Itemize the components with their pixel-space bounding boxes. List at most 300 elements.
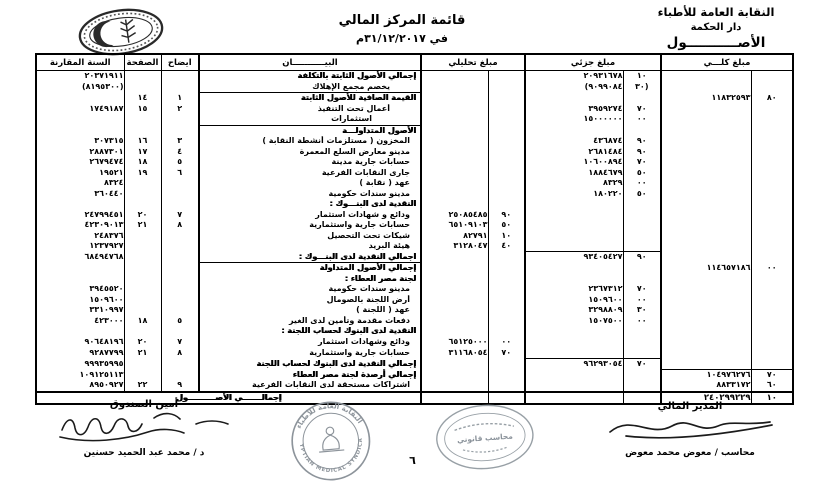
cell-pg xyxy=(124,199,161,210)
organization-subtitle: دار الحكمة xyxy=(690,22,742,33)
cell-td xyxy=(488,358,525,369)
cell-nt xyxy=(161,274,199,285)
cell-t: ٣١٢٨٠٤٧ xyxy=(421,241,488,252)
cell-cmp xyxy=(36,199,124,210)
cell-j xyxy=(525,210,623,221)
cell-t xyxy=(421,274,488,285)
cell-jd: ٩٠ xyxy=(623,147,661,158)
cell-k xyxy=(661,104,751,115)
cell-pg xyxy=(124,358,161,369)
cell-t: ٦٥١٠٩١٠٣ xyxy=(421,220,488,231)
document-title-block xyxy=(293,13,511,45)
row-description: هيئة البريد xyxy=(199,241,421,252)
cell-pg: ٢١ xyxy=(124,347,161,358)
cell-cmp xyxy=(36,326,124,337)
col-header-comparative-year: السنة المقارنة xyxy=(36,54,124,71)
cell-kd: ٨٠ xyxy=(766,92,777,102)
cell-cmp: ٢٠٣٧١٩١١ xyxy=(36,71,124,82)
cell-k xyxy=(661,125,751,136)
table-row xyxy=(36,82,793,93)
cell-kd xyxy=(751,337,793,348)
cell-cmp xyxy=(36,263,124,274)
row-description: المخزون ( مستلزمات أنشطة النقابة ) xyxy=(199,136,421,147)
cell-j xyxy=(525,337,623,348)
cell-t xyxy=(421,125,488,136)
cell-td xyxy=(488,71,525,82)
cell-kd xyxy=(751,114,793,125)
row-description: اجمالي النقدية لدى البنـــوك : xyxy=(199,252,421,263)
cell-td xyxy=(488,168,525,179)
cell-jd: ٠٠ xyxy=(623,295,661,306)
cell-nt: ٥ xyxy=(161,316,199,327)
col-header-description: البيـــــــــــان xyxy=(199,54,421,71)
cell-pg xyxy=(124,252,161,263)
treasurer-title: أمين الصندوق xyxy=(109,399,179,410)
cell-cmp: ٣٦٠٤٤٠ xyxy=(36,189,124,200)
cell-kd xyxy=(751,326,793,337)
cell-nt: ٣ xyxy=(161,136,199,147)
cell-j xyxy=(525,369,623,380)
cell-nt: ٢ xyxy=(161,104,199,115)
cell-kd xyxy=(751,274,793,285)
cell-jd xyxy=(623,125,661,136)
cell-kd xyxy=(751,252,793,263)
round-stamp-icon xyxy=(278,395,383,487)
cell-pg xyxy=(124,189,161,200)
row-description: حسابات جارية واستثمارية xyxy=(199,347,421,358)
stamp-arabic-text: النقابة العامة للأطباء xyxy=(293,401,365,430)
cell-td xyxy=(488,199,525,210)
cell-nt xyxy=(161,125,199,136)
cell-pg: ١٧ xyxy=(124,147,161,158)
cell-nt: ٨ xyxy=(161,220,199,231)
cell-td: ٥٠ xyxy=(488,220,525,231)
table-row xyxy=(36,284,793,295)
cell-pg xyxy=(124,305,161,316)
cell-td xyxy=(488,326,525,337)
row-description: ودائع وشهادات استثمار xyxy=(199,337,421,348)
cell-cmp: ٩٩٩٣٥٩٩٥ xyxy=(36,358,124,369)
cell-td xyxy=(488,189,525,200)
financial-director-title: المدير المالي xyxy=(657,401,723,412)
document-date: في ٣١/١٢/٢٠١٧م xyxy=(356,32,448,45)
treasurer-block xyxy=(50,399,238,458)
row-description: اشتراكات مستحقة لدى النقابات الفرعية xyxy=(199,380,421,392)
cell-j: ٤٣٦٨٧٤ xyxy=(525,136,623,147)
cell-kd xyxy=(751,347,793,358)
cell-cmp: ٣٣١٠٩٩٧ xyxy=(36,305,124,316)
row-description: عهد ( اللجنة ) xyxy=(199,305,421,316)
cell-j xyxy=(525,241,623,252)
table-row xyxy=(36,252,793,263)
row-description: إجمالي الأصول الثابتة بالتكلفة xyxy=(199,71,421,82)
table-row xyxy=(36,136,793,147)
cell-jd xyxy=(623,347,661,358)
cell-cmp: ١٧٤٩١٨٧ xyxy=(36,104,124,115)
cell-jd: ٥٠ xyxy=(623,189,661,200)
cell-pg xyxy=(124,284,161,295)
cell-pg xyxy=(124,178,161,189)
cell-jd: ٠٠ xyxy=(623,178,661,189)
cell-jd xyxy=(623,93,661,104)
cell-cmp xyxy=(36,125,124,136)
cell-j: ١٥٠٠٠٠٠٠ xyxy=(525,114,623,125)
cell-cmp: ٢٦٧٩٤٧٤ xyxy=(36,157,124,168)
cell-j: ١٨٠٢٢٠ xyxy=(525,189,623,200)
financial-director-signature xyxy=(604,412,776,444)
syndicate-seal-icon xyxy=(76,5,166,59)
cell-kd xyxy=(751,241,793,252)
row-description: النقدية لدى البنوك لحساب اللجنة : xyxy=(199,326,421,337)
cell-td xyxy=(488,305,525,316)
cell-pg xyxy=(124,326,161,337)
cell-pg: ١٨ xyxy=(124,157,161,168)
cell-td xyxy=(488,147,525,158)
cell-pg: ١٤ xyxy=(124,93,161,104)
cell-pg: ٢٠ xyxy=(124,337,161,348)
row-description: أرض اللجنة بالصومال xyxy=(199,295,421,306)
cell-nt: ٨ xyxy=(161,347,199,358)
cell-td xyxy=(488,316,525,327)
cell-k xyxy=(661,189,751,200)
cell-td xyxy=(488,93,525,104)
row-description: استثمارات xyxy=(199,114,421,125)
cell-t xyxy=(421,178,488,189)
row-description: دفعات مقدمة وتأمين لدى الغير xyxy=(199,316,421,327)
cell-j: ٢٦٨١٤٨٤ xyxy=(525,147,623,158)
col-header-note: ايضاح xyxy=(161,54,199,71)
cell-t xyxy=(421,284,488,295)
table-row xyxy=(36,93,793,104)
cell-j xyxy=(525,199,623,210)
cell-j: ٩٦٢٩٣٠٥٤ xyxy=(525,358,623,369)
cell-cmp: ٤٢٣٠٩٠١٣ xyxy=(36,220,124,231)
cell-cmp: ٣٩٤٥٥٢٠ xyxy=(36,284,124,295)
cell-nt xyxy=(161,231,199,242)
cell-j: ٣٢٩٨٨٠٩ xyxy=(525,305,623,316)
row-description: عهد ( نقابة ) xyxy=(199,178,421,189)
table-row xyxy=(36,274,793,285)
row-description: إجمالي الأصول المتداولة xyxy=(199,263,421,274)
cell-j xyxy=(525,125,623,136)
treasurer-signature xyxy=(54,410,234,444)
row-description: حسابات جارية مدينة xyxy=(199,157,421,168)
total-assets-label: إجمالـــــــي الأصــــــــــول xyxy=(36,392,421,405)
cell-j: ٣٩٥٩٢٧٤ xyxy=(525,104,623,115)
cell-k xyxy=(661,114,751,125)
table-row xyxy=(36,220,793,231)
cell-jd: ٠٠ xyxy=(623,316,661,327)
col-header-page: الصفحة xyxy=(124,54,161,71)
cell-td: ١٠ xyxy=(488,231,525,242)
cell-jd xyxy=(623,263,661,274)
cell-nt xyxy=(161,178,199,189)
row-description: أعمال تحت التنفيذ xyxy=(199,104,421,115)
table-row xyxy=(36,114,793,125)
cell-j xyxy=(525,263,623,274)
cell-kd: ٦٠ xyxy=(766,380,777,390)
cell-td xyxy=(488,295,525,306)
cell-pg: ١٩ xyxy=(124,168,161,179)
total-cell-kd: ١٠ xyxy=(751,392,793,405)
cell-j xyxy=(525,231,623,242)
cell-kd xyxy=(751,71,793,82)
cell-nt: ٦ xyxy=(161,168,199,179)
table-row xyxy=(36,380,793,392)
cell-nt xyxy=(161,326,199,337)
col-header-partial-amount: مبلغ جزئي xyxy=(525,54,661,71)
cell-pg xyxy=(124,274,161,285)
cell-pg: ٢٠ xyxy=(124,210,161,221)
cell-t: ٨٢٧٩١ xyxy=(421,231,488,242)
row-description: مدينو معارض السلع المعمرة xyxy=(199,147,421,158)
table-row xyxy=(36,347,793,358)
cell-j: ٢٣٦٧٣١٢ xyxy=(525,284,623,295)
assets-table xyxy=(35,53,794,405)
col-header-total-amount: مبلغ كلـــي xyxy=(661,54,793,71)
cell-j xyxy=(525,326,623,337)
cell-kd: ٧٠ xyxy=(751,369,793,380)
cell-kd xyxy=(751,295,793,306)
cell-jd xyxy=(623,274,661,285)
stamp-english-text: EGYPTIAN MEDICAL SYNDICATE xyxy=(282,398,364,475)
cell-kd xyxy=(751,210,793,221)
table-row xyxy=(36,178,793,189)
cell-k xyxy=(661,316,751,327)
cell-jd xyxy=(623,326,661,337)
cell-j: ١٠٦٠٠٨٩٤ xyxy=(525,157,623,168)
cell-j: ١٥٠٩٦٠٠ xyxy=(525,295,623,306)
cell-kd xyxy=(751,125,793,136)
assets-table-body xyxy=(36,71,793,405)
cell-pg: ١٥ xyxy=(124,104,161,115)
treasurer-name: د / محمد عبد الحميد حسنين xyxy=(83,448,205,458)
table-row xyxy=(36,231,793,242)
financial-director-name: محاسب / معوض محمد معوض xyxy=(625,448,755,458)
table-row xyxy=(36,147,793,158)
cell-cmp xyxy=(36,93,124,104)
cell-k: ٨٨٣٣١٧٢ xyxy=(661,380,751,392)
cell-j: ٩٣٤٠٥٤٢٧ xyxy=(525,252,623,263)
cell-jd xyxy=(623,380,661,392)
cell-pg xyxy=(124,241,161,252)
cell-cmp: ١٢٣٧٩٢٧ xyxy=(36,241,124,252)
cell-k xyxy=(661,326,751,337)
cell-kd xyxy=(751,168,793,179)
cell-nt xyxy=(161,241,199,252)
cell-j: (٩٠٩٩٠٨٤ xyxy=(525,82,623,93)
cell-k xyxy=(661,252,751,263)
cell-nt: ٧ xyxy=(161,337,199,348)
cell-j xyxy=(525,274,623,285)
row-description: جارى النقابات الفرعية xyxy=(199,168,421,179)
cell-nt xyxy=(161,71,199,82)
cell-jd: ٣٠ xyxy=(623,305,661,316)
row-description: القيمة الصافية للأصول الثابتة xyxy=(199,93,421,104)
table-row xyxy=(36,168,793,179)
cell-kd xyxy=(751,358,793,369)
cell-k xyxy=(661,147,751,158)
cell-jd: ٩٠ xyxy=(623,252,661,263)
cell-cmp: (٨١٩٥٣٠٠) xyxy=(36,82,124,93)
cell-cmp: ٨٩٥٠٩٢٧ xyxy=(36,380,124,392)
cell-cmp: ١٩٥٢١ xyxy=(36,168,124,179)
cell-jd xyxy=(623,337,661,348)
cell-t xyxy=(421,189,488,200)
cell-td xyxy=(488,125,525,136)
cell-pg xyxy=(124,82,161,93)
cell-k xyxy=(661,178,751,189)
cell-td xyxy=(488,252,525,263)
cell-nt: ٥ xyxy=(161,157,199,168)
cell-cmp: ٨٣٢٤ xyxy=(36,178,124,189)
organization-block xyxy=(633,5,799,33)
cell-pg xyxy=(124,71,161,82)
cell-jd: ١٠ xyxy=(623,71,661,82)
cell-kd xyxy=(751,178,793,189)
cell-jd: ٧٠ xyxy=(623,284,661,295)
financial-director-block xyxy=(599,401,781,458)
cell-kd xyxy=(751,284,793,295)
cell-t xyxy=(421,136,488,147)
cell-t: ٣١١٦٨٠٥٤ xyxy=(421,347,488,358)
cell-t xyxy=(421,168,488,179)
syndicate-round-stamp xyxy=(278,395,383,491)
cell-t xyxy=(421,147,488,158)
cell-t xyxy=(421,369,488,380)
cell-pg: ١٦ xyxy=(124,136,161,147)
cell-k xyxy=(661,168,751,179)
cell-jd: ٠٠ xyxy=(623,114,661,125)
cell-pg xyxy=(124,231,161,242)
cell-k: ١١٨٣٢٥٩٣ xyxy=(661,93,751,104)
section-title-assets: الأصـــــــــــول xyxy=(666,35,766,51)
row-description: ودائع و شهادات استثمار xyxy=(199,210,421,221)
cell-jd xyxy=(623,220,661,231)
cell-nt xyxy=(161,199,199,210)
cell-td xyxy=(488,114,525,125)
cell-nt: ٤ xyxy=(161,147,199,158)
cell-kd xyxy=(751,147,793,158)
cell-nt xyxy=(161,263,199,274)
cell-nt xyxy=(161,305,199,316)
cell-jd: ٥٠ xyxy=(623,168,661,179)
cell-t xyxy=(421,316,488,327)
cell-nt xyxy=(161,189,199,200)
table-row xyxy=(36,305,793,316)
cell-jd xyxy=(623,199,661,210)
cell-k xyxy=(661,199,751,210)
cell-pg: ١٨ xyxy=(124,316,161,327)
cell-t xyxy=(421,199,488,210)
col-header-analytical-amount: مبلغ تحليلي xyxy=(421,54,525,71)
cell-t xyxy=(421,358,488,369)
cell-j: ١٥٠٧٥٠٠ xyxy=(525,316,623,327)
cell-kd xyxy=(751,199,793,210)
table-header xyxy=(36,54,793,71)
cell-cmp: ٣٠٧٣١٥ xyxy=(36,136,124,147)
table-header-row xyxy=(36,54,793,71)
cell-td xyxy=(488,263,525,274)
cell-kd xyxy=(751,220,793,231)
document-title: قائمة المركز المالي xyxy=(338,13,466,28)
cell-pg: ٢٢ xyxy=(124,380,161,392)
row-description: مدينو سندات حكومية xyxy=(199,284,421,295)
cell-jd: ٣٠) xyxy=(623,82,661,93)
cell-td: ٩٠ xyxy=(488,210,525,221)
cell-cmp: ٢٤٧٩٩٤٥١ xyxy=(36,210,124,221)
cell-t xyxy=(421,252,488,263)
cell-cmp: ١٠٩١٢٥١١٣ xyxy=(36,369,124,380)
row-description: لجنة مصر العطاء : xyxy=(199,274,421,285)
table-row xyxy=(36,71,793,82)
cell-nt: ٩ xyxy=(161,380,199,392)
table-row xyxy=(36,241,793,252)
cell-kd xyxy=(751,82,793,93)
cell-cmp xyxy=(36,274,124,285)
cell-pg xyxy=(124,125,161,136)
cell-jd: ٩٠ xyxy=(623,136,661,147)
cell-nt: ١ xyxy=(161,93,199,104)
table-row xyxy=(36,369,793,380)
cell-jd: ٧٠ xyxy=(623,104,661,115)
cell-pg xyxy=(124,369,161,380)
row-description: حسابات جارية واستثمارية xyxy=(199,220,421,231)
cell-t: ٢٥٠٨٥٤٨٥ xyxy=(421,210,488,221)
cell-cmp: ٢٤٨٣٧٦ xyxy=(36,231,124,242)
cell-t xyxy=(421,82,488,93)
table-row xyxy=(36,199,793,210)
cell-td xyxy=(488,157,525,168)
total-cell-k: ٢٤٠٢٩٩٢٢٩ xyxy=(661,392,751,405)
cell-k xyxy=(661,136,751,147)
cell-k xyxy=(661,241,751,252)
cell-k: ١٠٤٩٧٦٢٧٦ xyxy=(661,369,751,380)
cell-td xyxy=(488,274,525,285)
table-row xyxy=(36,189,793,200)
cell-jd xyxy=(623,369,661,380)
cell-nt xyxy=(161,82,199,93)
cell-pg xyxy=(124,263,161,274)
table-row xyxy=(36,326,793,337)
cell-t xyxy=(421,93,488,104)
cell-k xyxy=(661,82,751,93)
oval-stamp-text: محاسب قانوني xyxy=(456,431,514,445)
cell-k xyxy=(661,274,751,285)
cell-k xyxy=(661,358,751,369)
cell-k xyxy=(661,220,751,231)
cell-j xyxy=(525,220,623,231)
cell-nt xyxy=(161,114,199,125)
cell-kd xyxy=(751,189,793,200)
row-description: النقدية لدى البنـــوك : xyxy=(199,199,421,210)
cell-td: ٠٠ xyxy=(488,337,525,348)
cell-t xyxy=(421,305,488,316)
cell-t xyxy=(421,326,488,337)
page-number: ٦ xyxy=(409,454,416,467)
table-row xyxy=(36,295,793,306)
row-description: يخصم مجمع الإهلاك xyxy=(199,82,421,93)
cell-nt xyxy=(161,284,199,295)
cell-td xyxy=(488,380,525,392)
row-description: مدينو سندات حكومية xyxy=(199,189,421,200)
cell-k xyxy=(661,157,751,168)
organization-name: النقابة العامة للأطباء xyxy=(657,5,775,19)
row-description: الأصول المتداولـــة xyxy=(199,125,421,136)
cell-kd xyxy=(751,305,793,316)
cell-k xyxy=(661,305,751,316)
cell-kd xyxy=(751,231,793,242)
